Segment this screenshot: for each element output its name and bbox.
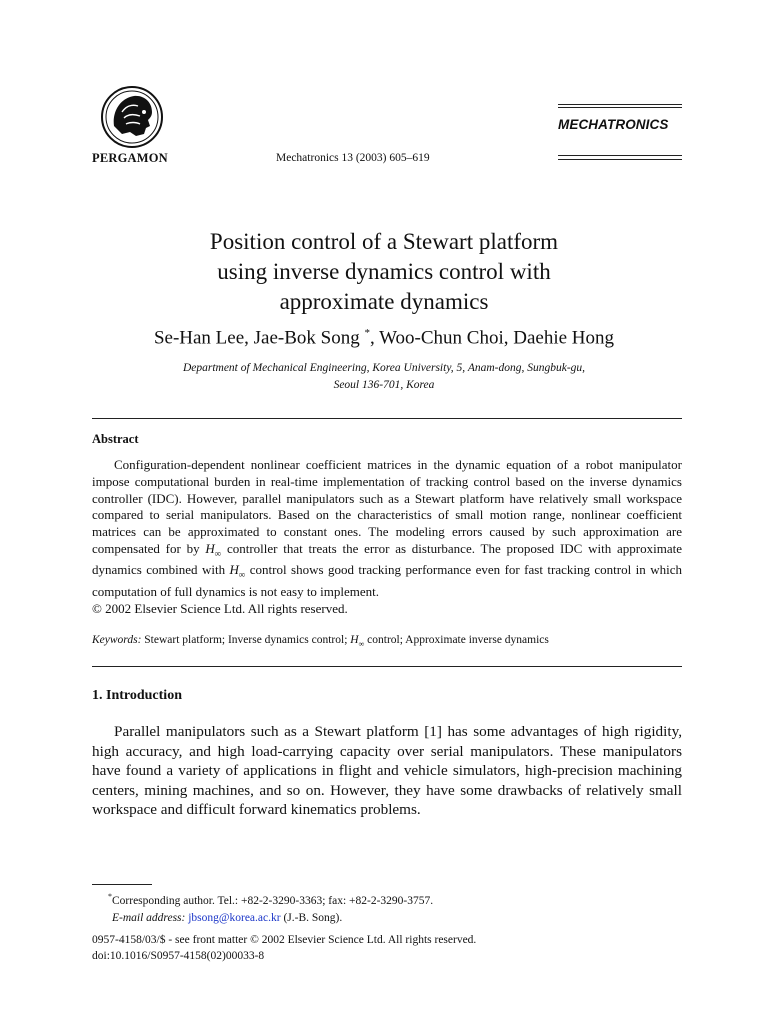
authors-first: Se-Han Lee, Jae-Bok Song — [153, 327, 365, 349]
front-matter — [92, 932, 476, 964]
footnote-rule — [92, 884, 152, 885]
authors-rest: , Woo-Chun Choi, Daehie Hong — [369, 327, 615, 349]
footnote-email-line — [108, 910, 433, 927]
abstract-text-2: controller that treats the error as disturbance. The proposed IDC with approximate dynamics combined with — [92, 540, 682, 578]
affiliation — [0, 360, 768, 394]
footnote-corresponding — [108, 888, 433, 910]
infinity-symbol: ∞ — [238, 569, 246, 580]
abstract-heading: Abstract — [92, 432, 139, 446]
footnote — [108, 888, 433, 927]
publisher-name: PERGAMON — [92, 151, 168, 165]
abstract-top-rule — [92, 418, 682, 419]
abstract-text-3: control shows good tracking performance even for fast tracking control in which computation of full dynamics is not easy to implement. — [92, 562, 682, 599]
infinity-symbol: ∞ — [358, 639, 365, 649]
journal-rule-top-1 — [558, 104, 682, 105]
abstract-paragraph — [92, 457, 682, 601]
h-symbol: H — [205, 540, 215, 556]
abstract-copyright: © 2002 Elsevier Science Ltd. All rights reserved. — [92, 600, 348, 616]
journal-rule-top-2 — [558, 107, 682, 108]
journal-rule-bottom-2 — [558, 159, 682, 160]
doi-line[interactable]: doi:10.1016/S0957-4158(02)00033-8 — [92, 950, 265, 962]
journal-rule-bottom-1 — [558, 155, 682, 156]
h-symbol: H — [350, 634, 359, 646]
abstract-bottom-rule — [92, 666, 682, 667]
affiliation-line: Department of Mechanical Engineering, Korea University, 5, Anam-dong, Sungbuk-gu, — [182, 362, 586, 374]
h-infinity-symbol — [205, 540, 222, 559]
section-heading: 1. Introduction — [92, 688, 182, 703]
h-symbol: H — [229, 562, 239, 578]
affiliation-line: Seoul 136-701, Korea — [333, 379, 435, 391]
author-list — [0, 327, 768, 349]
title-line: approximate dynamics — [279, 289, 489, 314]
article-title — [0, 227, 768, 317]
footnote-mark: * — [108, 892, 112, 901]
journal-name: MECHATRONICS — [558, 117, 669, 132]
introduction-paragraph: Parallel manipulators such as a Stewart platform [1] has some advantages of high rigidity, high accuracy, and high load-carrying capacity over serial manipulators. These manipulators have found a variety of applications in flight and vehicle simulators, high-precision machining centers, mining machines, and so on. However, they have some drawbacks of relatively small workspace and difficult forward kinematics problems. — [92, 723, 682, 818]
keywords-label: Keywords: — [92, 634, 142, 646]
pergamon-head-logo-icon — [100, 82, 164, 152]
keywords — [92, 634, 692, 648]
email-link[interactable]: jbsong@korea.ac.kr — [188, 911, 281, 924]
footnote-corresponding-text: Corresponding author. Tel.: +82-2-3290-3363; fax: +82-2-3290-3757. — [112, 894, 434, 907]
journal-citation: Mechatronics 13 (2003) 605–619 — [276, 152, 430, 164]
h-infinity-symbol — [350, 634, 365, 649]
h-infinity-symbol — [229, 562, 246, 580]
corresponding-mark[interactable]: * — [364, 327, 370, 339]
email-label: E-mail address: — [112, 911, 186, 924]
introduction-body — [92, 722, 682, 820]
abstract-text-1: Configuration-dependent nonlinear coefficient matrices in the dynamic equation of a robot manipulator impose computational burden in real-time implementation of tracking control based on the inverse dynamics controller (IDC). However, parallel manipulators such as a Stewart platform have relatively small workspace compared to serial manipulators. Based on the characteristics of small motion range, nonlinear coefficient matrices can be approximated to constant ones. The modeling errors caused by such approximation are compensated for by — [92, 457, 682, 556]
email-suffix: (J.-B. Song). — [280, 911, 343, 924]
publisher-logo — [100, 82, 164, 152]
keywords-text-2: control; Approximate inverse dynamics — [364, 634, 549, 646]
title-line: using inverse dynamics control with — [217, 259, 551, 284]
front-matter-line: 0957-4158/03/$ - see front matter © 2002 Elsevier Science Ltd. All rights reserved. — [92, 934, 477, 946]
infinity-symbol: ∞ — [214, 548, 222, 559]
title-line: Position control of a Stewart platform — [209, 229, 559, 254]
abstract-body — [92, 457, 682, 617]
keywords-text-1: Stewart platform; Inverse dynamics control; — [141, 634, 351, 646]
